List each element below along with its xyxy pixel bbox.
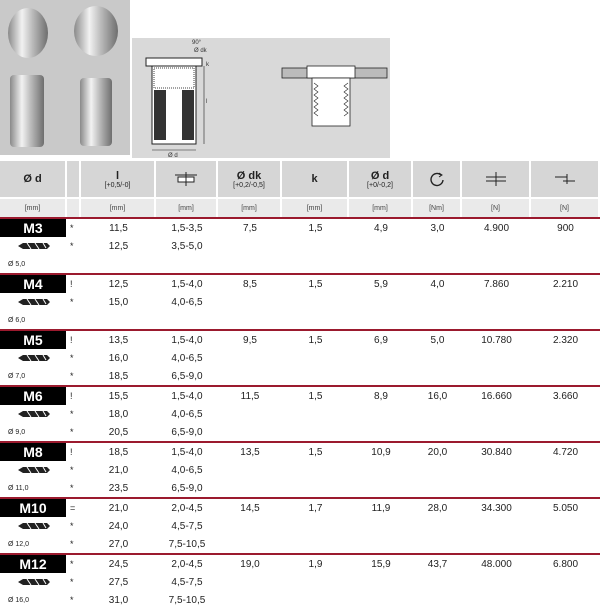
shear-icon [553,172,577,186]
shear-cell: 2.320 [552,334,579,346]
length-cell: 20,5 [108,426,129,438]
unit-k: [mm] [282,199,349,217]
flag-cell: * [70,465,74,475]
table-row [0,275,600,293]
drill-bit-icon [0,349,67,367]
grip-range-cell: 1,5-3,5 [171,222,203,234]
unit-od2: [mm] [349,199,413,217]
length-cell: 12,5 [108,278,129,290]
tensile-cell: 30.840 [481,446,512,458]
flag-cell: ! [70,447,73,457]
head-diameter-cell: 8,5 [243,278,257,290]
size-group-m12 [0,553,600,609]
flag-cell: * [70,577,74,587]
grip-range-cell: 6,5-9,0 [171,426,203,438]
flag-cell: * [70,409,74,419]
table-row [0,499,600,517]
flag-cell: ! [70,279,73,289]
table-row [0,367,600,385]
shear-cell: 2.210 [552,278,579,290]
drill-bit-icon [0,405,67,423]
grip-range-cell: 1,5-4,0 [171,278,203,290]
table-row [0,591,600,609]
thread-size-label: M4 [0,275,66,293]
tensile-cell: 4.900 [483,222,510,234]
shear-cell: 4.720 [552,446,579,458]
grip-range-cell: 4,0-6,5 [171,408,203,420]
table-row [0,573,600,591]
flag-cell: * [70,241,74,251]
size-group-m3 [0,217,600,273]
thread-size-label: M8 [0,443,66,461]
grip-range-cell: 7,5-10,5 [168,538,206,550]
torque-cell: 5,0 [430,334,445,346]
k-label: k [206,62,209,68]
header-od: Ø d [0,161,67,197]
header-l: l [+0,5/-0] [81,161,156,197]
flag-cell: * [70,559,74,569]
header-grip [156,161,218,197]
head-diameter-cell: 9,5 [243,334,257,346]
length-cell: 21,0 [108,464,129,476]
unit-odk: [mm] [218,199,282,217]
shear-cell: 6.800 [552,558,579,570]
head-height-cell: 1,5 [308,446,323,458]
torque-cell: 4,0 [430,278,445,290]
size-label-stack [0,275,67,329]
product-header [0,0,600,160]
head-diameter-cell: 14,5 [240,502,260,514]
d-label: Ø d [168,153,178,159]
header-shear [531,161,600,197]
flag-cell: ! [70,335,73,345]
length-cell: 18,5 [108,446,129,458]
table-row [0,331,600,349]
shank-diameter-cell: 5,9 [374,278,388,290]
head-height-cell: 1,5 [308,390,323,402]
torque-cell: 28,0 [427,502,448,514]
grip-range-cell: 4,0-6,5 [171,352,203,364]
flag-cell: * [70,483,74,493]
specification-table [0,161,600,609]
shank-diameter-cell: 6,9 [374,334,388,346]
units-row [0,199,600,217]
flag-cell: * [70,223,74,233]
drill-bit-icon [0,461,67,479]
tensile-cell: 7.860 [483,278,510,290]
head-height-cell: 1,9 [308,558,323,570]
unit-grip: [mm] [156,199,218,217]
flag-cell: * [70,297,74,307]
flag-cell: * [70,539,74,549]
unit-shear: [N] [531,199,600,217]
tensile-icon [484,172,508,186]
drill-bit-icon [0,573,67,591]
length-cell: 18,5 [108,370,129,382]
torque-icon [429,171,445,187]
drill-diameter-label: Ø 7,0 [8,372,26,380]
length-cell: 27,5 [108,576,129,588]
dk-label: Ø dk [194,48,207,54]
size-group-m6 [0,385,600,441]
head-height-cell: 1,5 [308,222,323,234]
table-row [0,517,600,535]
size-group-m4 [0,273,600,329]
size-group-m5 [0,329,600,385]
tensile-cell: 34.300 [481,502,512,514]
flag-cell: * [70,595,74,605]
size-label-stack [0,443,67,497]
angle-label: 90° [192,40,202,46]
shank-diameter-cell: 4,9 [374,222,388,234]
drill-diameter-label: Ø 5,0 [8,260,26,268]
shear-cell: 900 [557,222,574,234]
table-row [0,479,600,497]
technical-drawing [132,38,390,158]
torque-cell: 20,0 [427,446,448,458]
grip-range-cell: 1,5-4,0 [171,446,203,458]
tensile-cell: 16.660 [481,390,512,402]
shank-diameter-cell: 11,9 [371,502,391,514]
grip-range-cell: 4,0-6,5 [171,296,203,308]
length-cell: 27,0 [108,538,129,550]
shank-diameter-cell: 8,9 [374,390,388,402]
head-diameter-cell: 11,5 [240,390,260,402]
tensile-cell: 10.780 [481,334,512,346]
header-k: k [282,161,349,197]
torque-cell: 43,7 [427,558,448,570]
head-diameter-cell: 19,0 [240,558,260,570]
table-header [0,161,600,197]
table-row [0,349,600,367]
size-label-stack [0,387,67,441]
torque-cell: 16,0 [427,390,448,402]
flag-cell: ! [70,391,73,401]
unit-tensile: [N] [462,199,531,217]
drill-diameter-label: Ø 11,0 [8,484,29,492]
grip-range-cell: 4,5-7,5 [171,576,203,588]
table-row [0,555,600,573]
header-torque [413,161,462,197]
grip-range-icon [175,172,197,186]
size-label-stack [0,331,67,385]
length-cell: 18,0 [108,408,129,420]
thread-size-label: M12 [0,555,66,573]
unit-torque: [Nm] [413,199,462,217]
thread-size-label: M10 [0,499,66,517]
flag-cell: = [70,503,76,513]
grip-range-cell: 6,5-9,0 [171,370,203,382]
grip-range-cell: 1,5-4,0 [171,334,203,346]
table-row [0,219,600,237]
table-row [0,237,600,255]
table-row [0,423,600,441]
thread-size-label: M6 [0,387,66,405]
size-label-stack [0,555,67,609]
grip-range-cell: 6,5-9,0 [171,482,203,494]
table-row [0,311,600,329]
grip-range-cell: 3,5-5,0 [171,240,203,252]
shank-diameter-cell: 10,9 [371,446,391,458]
length-cell: 31,0 [108,594,129,606]
head-height-cell: 1,5 [308,278,323,290]
head-height-cell: 1,5 [308,334,323,346]
grip-range-cell: 4,5-7,5 [171,520,203,532]
length-cell: 12,5 [108,240,129,252]
length-cell: 15,5 [108,390,129,402]
size-group-m8 [0,441,600,497]
grip-range-cell: 7,5-10,5 [168,594,206,606]
tensile-cell: 48.000 [481,558,512,570]
flag-cell: * [70,371,74,381]
length-cell: 13,5 [108,334,129,346]
product-photo [0,0,130,155]
length-cell: 11,5 [109,222,128,234]
shank-diameter-cell: 15,9 [371,558,391,570]
shear-cell: 5.050 [552,502,579,514]
flag-cell: * [70,427,74,437]
length-cell: 15,0 [108,296,129,308]
head-height-cell: 1,7 [308,502,323,514]
table-row [0,387,600,405]
header-tensile [462,161,531,197]
size-groups [0,217,600,609]
grip-range-cell: 2,0-4,5 [171,558,203,570]
length-cell: 23,5 [108,482,129,494]
table-row [0,293,600,311]
drill-diameter-label: Ø 6,0 [8,316,26,324]
table-row [0,255,600,273]
flag-cell: * [70,353,74,363]
length-cell: 21,0 [108,502,129,514]
header-od2: Ø d [+0/-0,2] [349,161,413,197]
unit-od: [mm] [0,199,67,217]
table-row [0,405,600,423]
unit-l: [mm] [81,199,156,217]
shear-cell: 3.660 [552,390,579,402]
thread-size-label: M5 [0,331,66,349]
length-cell: 16,0 [108,352,129,364]
drill-bit-icon [0,517,67,535]
grip-range-cell: 2,0-4,5 [171,502,203,514]
unit-flag [67,199,81,217]
grip-range-cell: 4,0-6,5 [171,464,203,476]
table-row [0,461,600,479]
torque-cell: 3,0 [430,222,445,234]
table-row [0,535,600,553]
head-diameter-cell: 13,5 [240,446,260,458]
l-label: l [206,99,208,105]
length-cell: 24,5 [108,558,129,570]
header-odk: Ø dk [+0,2/-0,5] [218,161,282,197]
drill-diameter-label: Ø 12,0 [8,540,30,548]
grip-range-cell: 1,5-4,0 [171,390,203,402]
drill-diameter-label: Ø 16,0 [8,596,30,604]
drill-bit-icon [0,237,67,255]
thread-size-label: M3 [0,219,66,237]
drill-diameter-label: Ø 9,0 [8,428,26,436]
table-row [0,443,600,461]
flag-cell: * [70,521,74,531]
length-cell: 24,0 [108,520,129,532]
size-group-m10 [0,497,600,553]
drill-bit-icon [0,293,67,311]
size-label-stack [0,219,67,273]
head-diameter-cell: 7,5 [243,222,257,234]
size-label-stack [0,499,67,553]
header-flag [67,161,81,197]
